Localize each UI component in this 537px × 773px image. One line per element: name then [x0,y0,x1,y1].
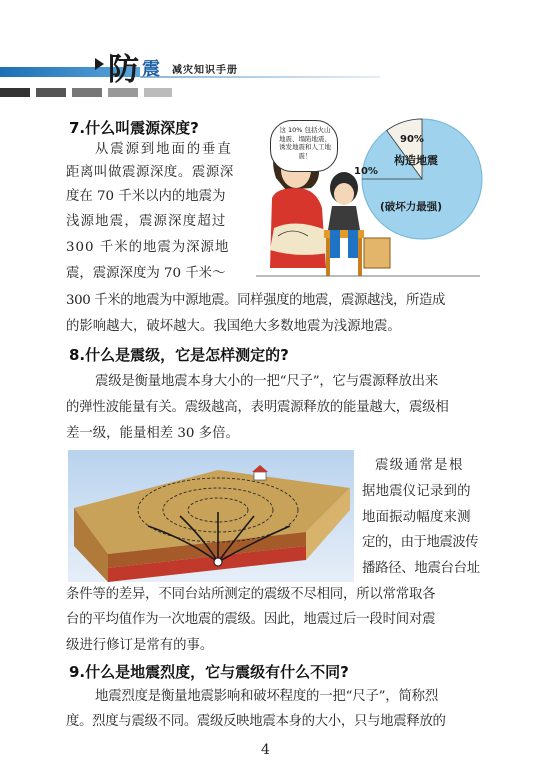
q8-side-line-3: 地面振动幅度来测 [362,510,471,525]
q8-line-5: 台的平均值作为一次地震的震级。因此，地震过后一段时间对震 [66,612,436,627]
q7-line-3: 度在 70 千米以内的地震为 [66,189,226,204]
page-number: 4 [261,742,270,758]
q7-line-4: 浅源地震，震源深度超过 [66,214,227,229]
q9-line-2: 度。烈度与震级不同。震级反映地震本身的大小，只与地震释放的 [66,714,446,729]
q8-side-line-4: 定的，由于地震波传 [362,535,479,550]
speech-bubble-text: 这 10% 包括火山地震、塌陷地震、诱发地震和人工地震！ [279,126,331,160]
section-title-q9: 9.什么是地震烈度，它与震级有什么不同? [69,663,349,681]
pie-label-note: (破坏力最强) [380,201,443,213]
q8-line-2: 的弹性波能量有关。震级越高，表明震源释放的能量越大，震级相 [66,400,449,415]
q8-line-4: 条件等的差异，不同台站所测定的震级不尽相同，所以常常取各 [66,587,436,602]
q9-line-1: 地震烈度是衡量地震影响和破坏程度的一把“尺子”，简称烈 [95,689,439,704]
section-title-q8: 8.什么是震级，它是怎样测定的? [69,346,289,364]
q7-line-6: 震，震源深度为 70 千米～ [66,266,226,281]
q8-line-6: 级进行修订是常有的事。 [66,638,214,653]
header-subtitle: 减灾知识手册 [172,65,238,76]
header-logo-accent: 震 [142,59,160,80]
pie-label-90: 90% [400,134,424,145]
q7-line-2: 距离叫做震源深度。震源深 [66,165,234,180]
q8-side-line-2: 据地震仪记录到的 [362,484,471,499]
q7-line-8: 的影响越大，破坏越大。我国绝大多数地震为浅源地震。 [66,319,401,334]
q8-line-3: 差一级，能量相差 30 多倍。 [66,426,239,441]
q8-side-line-5: 播路径、地震台台址 [362,561,480,576]
q7-line-5: 300 千米的地震为深源地 [66,240,230,255]
pie-label-main: 构造地震 [394,154,438,167]
q8-side-line-1: 震级通常是根 [375,458,464,473]
section-title-q7: 7.什么叫震源深度? [69,119,199,137]
q7-line-1: 从震源到地面的垂直 [95,142,233,157]
triangle-arrow-icon [95,58,104,70]
pie-label-10: 10% [354,166,378,177]
header-rule [140,76,380,78]
seismic-terrain-illustration [68,450,354,582]
q7-line-7: 300 千米的地震为中源地震。同样强度的地震，震源越浅，所造成 [66,293,445,308]
header-logo-main: 防 [108,52,139,88]
q8-line-1: 震级是衡量地震本身大小的一把“尺子”，它与震源释放出来 [95,374,439,389]
